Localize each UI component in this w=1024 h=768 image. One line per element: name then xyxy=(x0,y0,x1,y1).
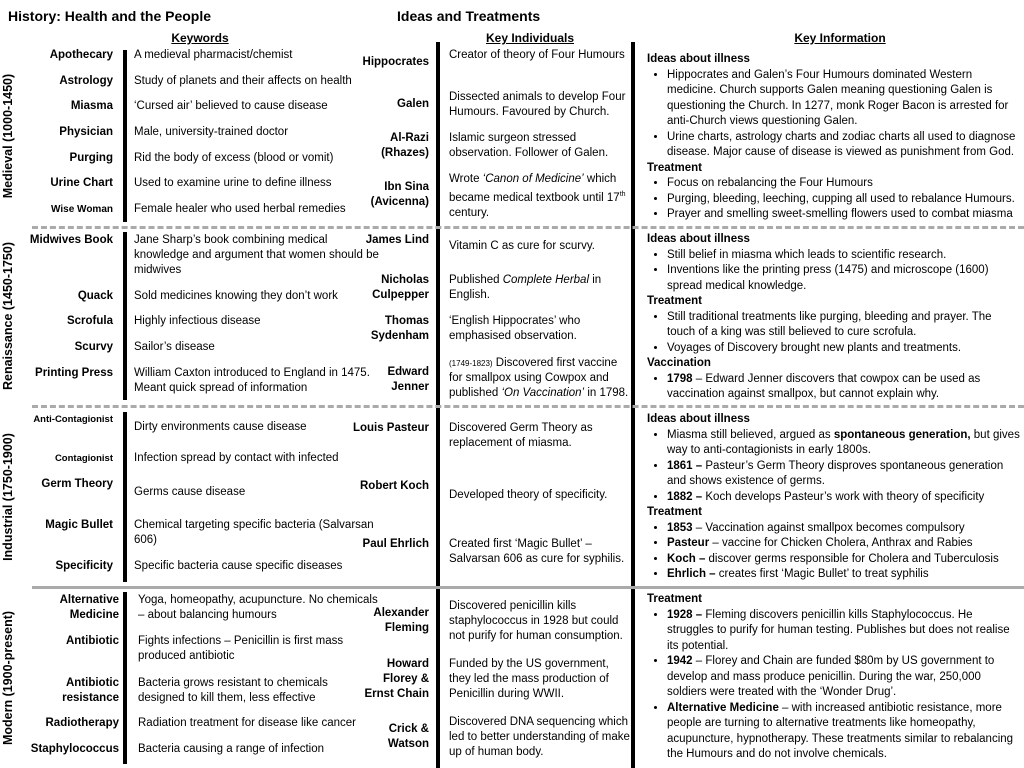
era-label: Industrial (1750-1900) xyxy=(1,433,15,561)
ordinal-suffix: th xyxy=(619,191,626,198)
desc-text: in English. xyxy=(449,274,602,301)
info-bullet: • Urine charts, astrology charts and zodiac charts all used to diagnose disease. Major cause of disease is viewed as punishment from God. xyxy=(667,130,1021,161)
era-label-box xyxy=(0,50,16,222)
divider-bar xyxy=(123,412,127,582)
info-emphasis: 1861 – xyxy=(667,459,703,472)
keyword-term: Scrofula xyxy=(66,315,113,327)
keyword-definition: Female healer who used herbal remedies xyxy=(134,203,346,215)
info-heading: Vaccination xyxy=(647,357,711,369)
keyword-definition: Radiation treatment for disease like cancer xyxy=(138,717,356,729)
individual-name: Howard Florey & Ernst Chain xyxy=(364,658,429,700)
individual-description xyxy=(449,356,632,401)
individual-description: Vitamin C as cure for scurvy. xyxy=(449,240,595,252)
individual-name: Thomas Sydenham xyxy=(370,315,429,342)
info-heading: Ideas about illness xyxy=(647,413,750,425)
info-bullet: • Focus on rebalancing the Four Humours xyxy=(667,176,1021,192)
desc-text: which became medical textbook until 17 xyxy=(449,173,620,204)
info-bullet xyxy=(667,701,1021,763)
individual-description: Created first ‘Magic Bullet’ – Salvarsan 606 as cure for syphilis. xyxy=(449,538,625,565)
individual-name: James Lind xyxy=(365,234,429,246)
keyword-definition: Fights infections – Penicillin is first mass produced antibiotic xyxy=(138,635,344,662)
keyword-term: Germ Theory xyxy=(41,478,113,490)
info-text: – Vaccination against smallpox becomes compulsory xyxy=(692,521,965,534)
individual-name: Alexander Fleming xyxy=(373,607,429,634)
keyword-definition: Sold medicines knowing they don’t work xyxy=(134,290,338,302)
info-emphasis: 1928 – xyxy=(667,608,703,621)
info-bullet: • Prayer and smelling sweet-smelling flowers used to combat miasma xyxy=(667,207,1021,223)
individual-name: Robert Koch xyxy=(360,480,429,492)
desc-text: Published xyxy=(449,274,503,286)
info-bullet: • Hippocrates and Galen’s Four Humours dominated Western medicine. Church supports Galen meaning questioning Galen is questioning the Church. In 1277, monk Roger Bacon is arrested for anti-Church views questioning Galen. xyxy=(667,68,1021,130)
keyword-definition: Male, university-trained doctor xyxy=(134,126,289,138)
book-title: ‘Canon of Medicine’ xyxy=(482,173,584,185)
desc-text: century. xyxy=(449,206,490,219)
desc-text: in 1798. xyxy=(584,387,629,399)
info-bullet: • Voyages of Discovery brought new plants and treatments. xyxy=(667,341,1021,357)
keyword-term: Antibiotic xyxy=(65,635,119,647)
info-heading: Ideas about illness xyxy=(647,53,750,65)
era-label-box xyxy=(0,592,16,764)
individuals-header: Key Individuals xyxy=(485,31,575,45)
info-emphasis: Alternative Medicine xyxy=(667,701,779,714)
key-info-industrial xyxy=(647,412,1021,583)
book-title: Complete Herbal xyxy=(502,274,590,286)
era-separator xyxy=(32,405,1024,408)
keyword-definition: William Caxton introduced to England in 1475. Meant quick spread of information xyxy=(134,367,370,394)
keyword-term: Scurvy xyxy=(74,341,113,353)
individual-name: Paul Ehrlich xyxy=(362,538,429,550)
keyword-definition: Study of planets and their affects on health xyxy=(134,75,352,87)
key-info-renaissance xyxy=(647,232,1021,403)
individual-name: Hippocrates xyxy=(362,56,429,68)
info-bullet: • Purging, bleeding, leeching, cupping all used to rebalance Humours. xyxy=(667,192,1021,208)
individual-description: Discovered Germ Theory as replacement of miasma. xyxy=(449,422,593,449)
date-range: (1749-1823) xyxy=(449,359,493,368)
info-text: but gives way to anti-contagionists in early 1800s. xyxy=(667,428,1020,456)
keyword-term: Printing Press xyxy=(35,367,113,379)
individual-name: Galen xyxy=(397,98,429,110)
keyword-term: Miasma xyxy=(70,100,113,112)
info-emphasis: 1853 xyxy=(667,521,693,534)
info-text: – Florey and Chain are funded $80m by US government to develop and mass produce penicillin. During the war, 250,000 soldiers were treated with the ‘Wonder Drug’. xyxy=(667,655,995,698)
info-text: Koch develops Pasteur’s work with theory of specificity xyxy=(702,490,985,503)
info-text: Pasteur’s Germ Theory disproves spontaneous generation and shows existence of germs. xyxy=(667,459,1004,487)
individual-description: Discovered penicillin kills staphylococcus in 1928 but could not purify for human consumption. xyxy=(449,600,623,642)
keyword-term: Radiotherapy xyxy=(45,717,119,729)
info-emphasis: 1798 xyxy=(667,372,693,385)
era-separator xyxy=(32,226,1024,229)
individual-name: Ibn Sina (Avicenna) xyxy=(370,181,429,208)
info-heading: Ideas about illness xyxy=(647,233,750,245)
keyword-definition: Yoga, homeopathy, acupuncture. No chemicals – about balancing humours xyxy=(138,594,378,621)
individual-description: Funded by the US government, they led the mass production of Penicillin during WWII. xyxy=(449,658,609,700)
key-info-modern xyxy=(647,592,1021,763)
individual-description: Islamic surgeon stressed observation. Follower of Galen. xyxy=(449,132,609,159)
keyword-definition: Used to examine urine to define illness xyxy=(134,177,332,189)
keyword-definition: Bacteria causing a range of infection xyxy=(138,743,325,755)
keyword-definition: Bacteria grows resistant to chemicals designed to kill them, less effective xyxy=(138,677,328,704)
info-bullet xyxy=(667,608,1021,655)
individual-description xyxy=(449,172,629,221)
keyword-definition: A medieval pharmacist/chemist xyxy=(134,49,293,61)
keyword-definition: Germs cause disease xyxy=(134,486,246,498)
info-heading: Treatment xyxy=(647,506,702,518)
info-emphasis: 1942 xyxy=(667,655,693,667)
info-bullet xyxy=(667,372,1021,403)
info-bullet xyxy=(667,552,1021,568)
era-label-box xyxy=(0,232,16,400)
info-text: – Edward Jenner discovers that cowpox can be used as vaccination against smallpox, but cannot explain why. xyxy=(667,372,981,400)
individual-name: Edward Jenner xyxy=(387,366,429,393)
info-emphasis: Ehrlich – xyxy=(667,568,716,580)
keyword-definition: Sailor’s disease xyxy=(134,341,215,353)
era-separator xyxy=(32,586,1024,589)
keyword-definition: Highly infectious disease xyxy=(134,315,261,327)
keyword-definition: Dirty environments cause disease xyxy=(134,421,307,433)
individual-name: Nicholas Culpepper xyxy=(372,274,429,301)
keyword-term: Specificity xyxy=(55,560,113,572)
info-bullet: • Inventions like the printing press (1475) and microscope (1600) spread medical knowledge. xyxy=(667,263,1021,294)
individual-description: Creator of theory of Four Humours xyxy=(449,49,625,61)
era-label: Modern (1900-present) xyxy=(1,610,15,746)
keyword-term: Apothecary xyxy=(49,49,113,61)
divider-bar xyxy=(123,592,127,764)
info-text: – vaccine for Chicken Cholera, Anthrax and Rabies xyxy=(709,537,973,549)
keyword-term: Anti-Contagionist xyxy=(33,414,113,425)
keyword-term: Contagionist xyxy=(54,453,113,464)
info-bullet xyxy=(667,490,1021,506)
individual-description: ‘English Hippocrates’ who emphasised observation. xyxy=(449,315,581,342)
keyword-term: Staphylococcus xyxy=(30,743,119,755)
divider-bar xyxy=(123,50,127,222)
info-bullet xyxy=(667,654,1021,701)
era-label-box xyxy=(0,412,16,582)
keyword-term: Antibiotic resistance xyxy=(62,677,119,704)
era-label: Medieval (1000-1450) xyxy=(1,73,15,199)
individual-description: Discovered DNA sequencing which led to better understanding of make up of human body. xyxy=(449,716,630,758)
page-title: History: Health and the People xyxy=(8,8,212,24)
info-bullet: • Still belief in miasma which leads to scientific research. xyxy=(667,248,1021,264)
keyword-term: Alternative Medicine xyxy=(59,594,119,621)
divider-bar xyxy=(123,232,127,400)
desc-text: Wrote xyxy=(449,173,483,185)
keyword-definition: Chemical targeting specific bacteria (Salvarsan 606) xyxy=(134,519,374,546)
info-emphasis: spontaneous generation, xyxy=(833,428,971,441)
info-heading: Treatment xyxy=(647,161,702,174)
information-header: Key Information xyxy=(794,31,886,45)
info-bullet: • Still traditional treatments like purging, bleeding and prayer. The touch of a king was still believed to cure scrofula. xyxy=(667,310,1021,341)
key-info-medieval xyxy=(647,52,1021,223)
keyword-term: Midwives Book xyxy=(29,234,113,246)
info-heading: Treatment xyxy=(647,295,702,307)
keyword-definition: Infection spread by contact with infected xyxy=(134,452,339,464)
info-bullet xyxy=(667,428,1021,459)
individual-name: Louis Pasteur xyxy=(352,422,429,434)
info-emphasis: Koch – xyxy=(667,552,706,565)
keyword-term: Urine Chart xyxy=(50,177,113,189)
keyword-definition: Rid the body of excess (blood or vomit) xyxy=(134,152,334,164)
info-emphasis: 1882 – xyxy=(667,490,703,503)
individual-description xyxy=(449,273,629,303)
info-bullet xyxy=(667,567,1021,583)
book-title: ‘On Vaccination’ xyxy=(501,387,585,399)
info-text: creates first ‘Magic Bullet’ to treat syphilis xyxy=(715,568,929,580)
keyword-term: Astrology xyxy=(59,75,113,87)
era-label: Renaissance (1450-1750) xyxy=(1,242,15,391)
info-heading: Treatment xyxy=(647,593,702,605)
individual-description: Dissected animals to develop Four Humours. Favoured by Church. xyxy=(449,91,626,118)
individual-name: Crick & Watson xyxy=(387,723,429,750)
individual-name: Al-Razi (Rhazes) xyxy=(381,132,429,159)
keyword-term: Wise Woman xyxy=(51,204,113,215)
info-text: Fleming discovers penicillin kills Staphylococcus. He struggles to purify for human testing. Publishes but does not realise its potential. xyxy=(667,608,1010,652)
keyword-definition: Jane Sharp’s book combining medical knowledge and argument that women should be midwives xyxy=(134,234,379,276)
info-text: discover germs responsible for Cholera and Tuberculosis xyxy=(705,552,999,565)
keyword-definition: ‘Cursed air’ believed to cause disease xyxy=(134,100,328,112)
info-bullet xyxy=(667,521,1021,537)
keyword-term: Quack xyxy=(77,290,113,302)
keyword-term: Purging xyxy=(69,152,113,164)
keyword-term: Magic Bullet xyxy=(45,519,113,531)
page-subtitle: Ideas and Treatments xyxy=(397,8,541,24)
individual-description: Developed theory of specificity. xyxy=(449,489,608,501)
keyword-definition: Specific bacteria cause specific diseases xyxy=(134,560,343,572)
info-text: Miasma still believed, argued as xyxy=(667,428,834,441)
desc-text: Discovered first vaccine for smallpox using Cowpox and published xyxy=(449,357,618,399)
info-bullet xyxy=(667,536,1021,552)
keywords-header: Keywords xyxy=(171,31,229,45)
info-emphasis: Pasteur xyxy=(667,537,710,549)
info-bullet xyxy=(667,459,1021,490)
keyword-term: Physician xyxy=(59,126,113,138)
info-text: – with increased antibiotic resistance, more people are turning to alternative treatments like homeopathy, acupuncture, hypnotherapy. These treatments similar to rebalancing the Humours and do not involve chemicals. xyxy=(667,701,1014,760)
